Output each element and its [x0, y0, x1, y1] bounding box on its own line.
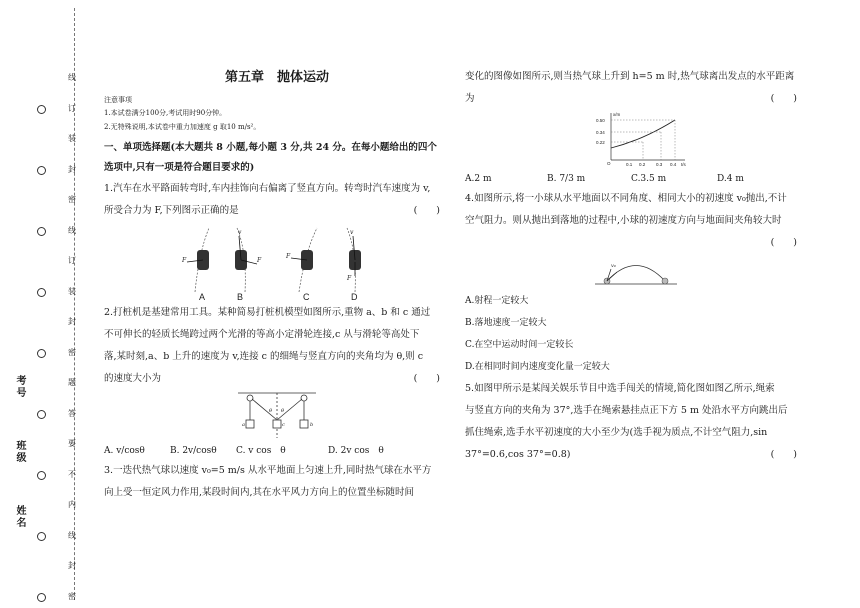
binding-char: 不: [68, 469, 76, 479]
binding-char: 密: [68, 591, 76, 601]
binding-char: 装: [68, 134, 76, 143]
pile-driver-diagram: [232, 390, 322, 438]
graph-xtick-1: 0.1: [626, 162, 633, 167]
q1-option-label-d: D: [351, 292, 358, 302]
q5-line3: 抓住绳索,选手水平初速度的大小至少为(选手视为质点,不计空气阻力,sin: [465, 427, 768, 438]
q3-text: 为: [465, 93, 475, 104]
section-heading-line1: 一、单项选择题(本大题共 8 小题,每小题 3 分,共 24 分。在每小题给出的四个: [104, 142, 437, 153]
svg-text:F: F: [257, 257, 262, 264]
graph-ytick-1: 0.50: [596, 118, 605, 123]
binding-char: 订: [68, 256, 76, 265]
name-label: 姓名: [14, 505, 25, 529]
q2-figure: [104, 390, 450, 438]
binding-hole-circle: [37, 349, 46, 358]
binding-char: 线: [68, 225, 76, 235]
q4-option-b[interactable]: B.落地速度一定较大: [465, 318, 547, 328]
binding-char: 密: [68, 347, 76, 357]
binding-char: 要: [68, 439, 76, 448]
q3-option-b[interactable]: B. 7/3 m: [547, 174, 586, 184]
binding-char: 内: [68, 500, 76, 509]
q3-line1: 3.一迭代热气球以速度 v₀=5 m/s 从水平地面上匀速上升,同时热气球在水平方: [104, 465, 432, 476]
q4-line3: [465, 232, 807, 254]
binding-char: 线: [68, 530, 76, 540]
q2-options: [104, 442, 450, 460]
svg-text:θ: θ: [269, 408, 273, 414]
binding-char: 密: [68, 195, 76, 204]
q5-answer-bracket: ( ): [770, 449, 797, 460]
q3-answer-bracket: ( ): [770, 93, 797, 104]
q4-answer-bracket: ( ): [770, 237, 797, 248]
q2-option-c[interactable]: C. v cos θ: [236, 446, 286, 456]
q2-line1: 2.打桩机是基建常用工具。某种简易打桩机模型如图所示,重物 a、b 和 c 通过: [104, 307, 431, 318]
q5-text: 37°=0.6,cos 37°=0.8): [465, 449, 571, 460]
q3-option-d[interactable]: D.4 m: [717, 174, 744, 184]
q3-line4: [465, 88, 807, 110]
svg-text:b: b: [310, 422, 314, 428]
binding-hole-circle: [37, 105, 46, 114]
binding-hole-circle: [37, 532, 46, 541]
q4-option-d[interactable]: D.在相同时间内速度变化量一定较大: [465, 362, 610, 372]
q2-line3: 落,某时刻,a、b 上升的速度为 v,连接 c 的细绳与竖直方向的夹角均为 θ,则 c: [104, 351, 424, 362]
binding-char: 订: [68, 103, 76, 113]
q2-option-a[interactable]: A. v/cosθ: [104, 446, 145, 456]
binding-char: 线: [68, 73, 76, 82]
graph-origin: O: [607, 161, 611, 166]
notice-item-1: 1.本试卷满分100分,考试用时90分钟。: [104, 109, 227, 117]
binding-hole-circle: [37, 288, 46, 297]
svg-text:F: F: [347, 275, 352, 282]
chapter-title: 第五章 抛体运动: [224, 70, 329, 85]
q4-option-a[interactable]: A.射程一定较大: [465, 296, 529, 306]
binding-margin: [0, 0, 90, 608]
graph-xtick-3: 0.3: [656, 162, 663, 167]
svg-text:v₀: v₀: [611, 263, 616, 269]
binding-char: 封: [68, 164, 76, 174]
q2-line2: 不可伸长的轻质长绳跨过两个光滑的等高小定滑轮连接,c 从与滑轮等高处下: [104, 329, 420, 340]
binding-hole-circle: [37, 593, 46, 602]
notice-heading: 注意事项: [104, 96, 132, 104]
q3-graph: [465, 110, 807, 168]
binding-char: 封: [68, 561, 76, 570]
x-t-graph: [581, 110, 691, 168]
svg-text:a: a: [242, 422, 245, 428]
car-turn-diagram: [177, 222, 377, 302]
graph-ytick-2: 0.34: [596, 130, 605, 135]
q2-line4: [104, 368, 450, 390]
q4-figure: [465, 254, 807, 290]
graph-xtick-4: 0.4: [670, 162, 677, 167]
q2-text: 的速度大小为: [104, 373, 162, 384]
svg-text:F: F: [182, 257, 187, 264]
notice-item-2: 2.无特殊说明,本试卷中重力加速度 g 取10 m/s²。: [104, 123, 261, 131]
q3-line2: 向上受一恒定风力作用,某段时间内,其在水平风力方向上的位置坐标随时间: [104, 487, 415, 498]
exam-id-label: 考号: [14, 375, 25, 399]
q1-figure: [104, 222, 450, 302]
q1-answer-bracket: ( ): [413, 205, 440, 216]
left-column: [104, 62, 450, 504]
q2-option-b[interactable]: B. 2v/cosθ: [170, 446, 217, 456]
q5-line1: 5.如图甲所示是某闯关娱乐节目中选手闯关的情境,简化图如图乙所示,绳索: [465, 383, 775, 394]
class-label: 班级: [14, 440, 25, 464]
right-column: [465, 66, 807, 466]
q2-answer-bracket: ( ): [413, 373, 440, 384]
binding-hole-circle: [37, 471, 46, 480]
svg-text:F: F: [286, 253, 291, 260]
q3-line3: 变化的图像如图所示,则当热气球上升到 h=5 m 时,热气球离出发点的水平距离: [465, 71, 795, 82]
svg-text:c: c: [282, 422, 285, 428]
q1-option-label-a: A: [199, 292, 206, 302]
q1-line2: [104, 200, 450, 222]
q1-line1: 1.汽车在水平路面转弯时,车内挂饰向右偏离了竖直方向。转弯时汽车速度为 v,: [104, 183, 431, 194]
binding-dashed-line: [74, 8, 75, 600]
graph-y-label: x/m: [613, 112, 621, 117]
binding-char: 答: [68, 408, 76, 418]
q1-option-label-b: B: [237, 292, 244, 302]
q4-line1: 4.如图所示,将一小球从水平地面以不同角度、相同大小的初速度 v₀抛出,不计: [465, 193, 787, 204]
q5-line2: 与竖直方向的夹角为 37°,选手在绳索悬挂点正下方 5 m 处沿水平方向跳出后: [465, 405, 788, 416]
section-heading-line2: 选项中,只有一项是符合题目要求的): [104, 162, 255, 173]
q5-line4: [465, 444, 807, 466]
q3-option-a[interactable]: A.2 m: [465, 174, 492, 184]
q3-options: [465, 170, 807, 188]
binding-char: 题: [68, 378, 76, 387]
q2-option-d[interactable]: D. 2v cos θ: [328, 446, 384, 456]
projectile-diagram: [581, 254, 691, 290]
binding-hole-circle: [37, 166, 46, 175]
binding-char: 装: [68, 286, 76, 296]
binding-hole-circle: [37, 227, 46, 236]
binding-hole-circle: [37, 410, 46, 419]
svg-text:θ: θ: [281, 408, 285, 414]
svg-text:v: v: [238, 229, 242, 236]
binding-char: 封: [68, 317, 76, 326]
q1-option-label-c: C: [303, 292, 310, 302]
graph-x-label: t/s: [681, 162, 686, 167]
graph-ytick-3: 0.22: [596, 140, 605, 145]
q1-text: 所受合力为 F,下列图示正确的是: [104, 205, 239, 216]
graph-xtick-2: 0.2: [639, 162, 646, 167]
q4-line2: 空气阻力。则从抛出到落地的过程中,小球的初速度方向与地面间夹角较大时: [465, 215, 782, 226]
q4-option-c[interactable]: C.在空中运动时间一定较长: [465, 340, 574, 350]
q3-option-c[interactable]: C.3.5 m: [631, 174, 667, 184]
svg-text:v: v: [350, 229, 354, 236]
